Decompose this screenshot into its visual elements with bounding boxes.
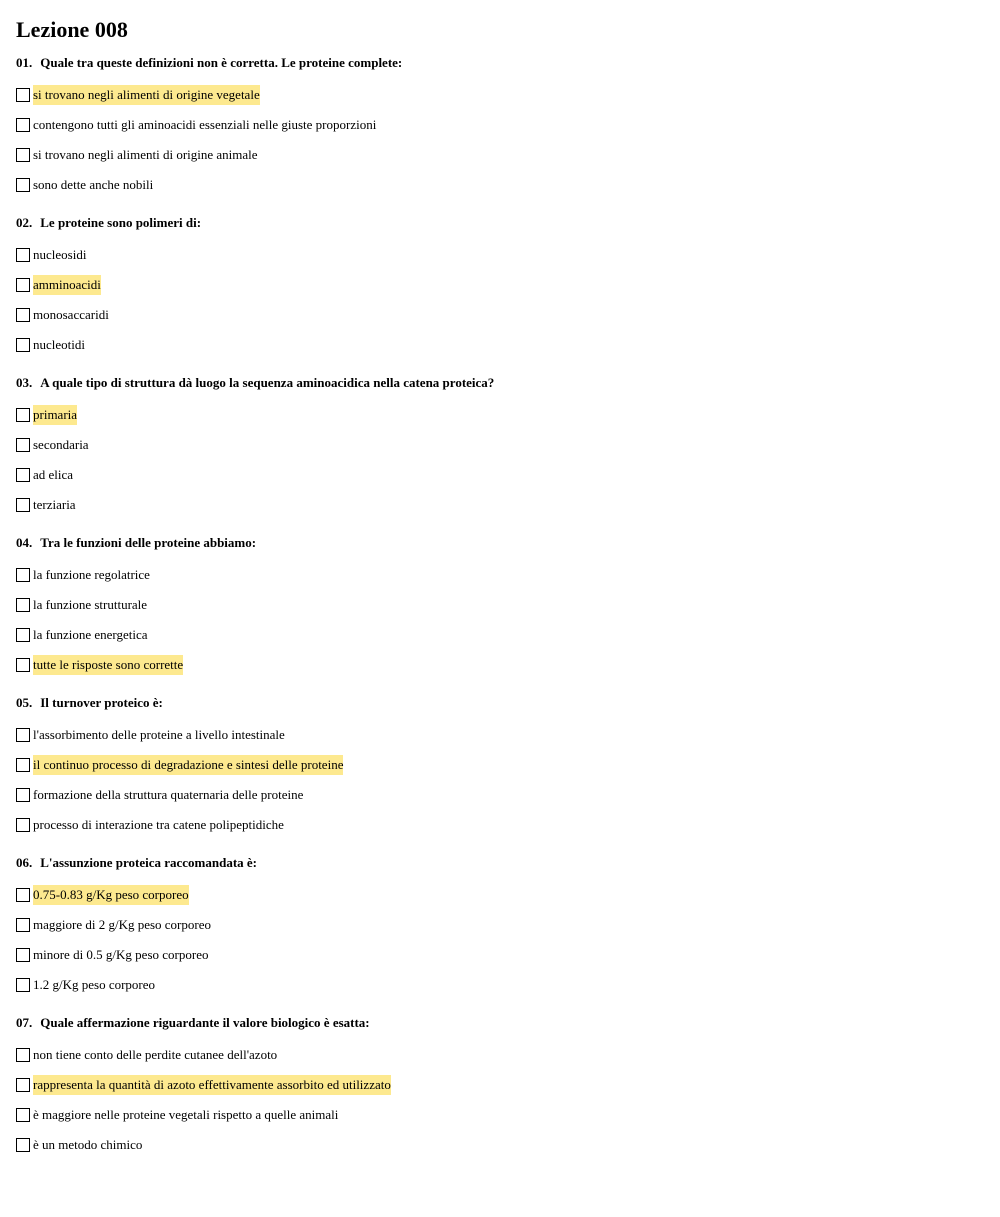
question-text: Le proteine sono polimeri di: (40, 215, 202, 230)
answer-text-highlighted: 0.75-0.83 g/Kg peso corporeo (33, 885, 189, 905)
question-header (16, 374, 984, 392)
answer-option (16, 80, 984, 110)
question-header (16, 534, 984, 552)
answer-text: nucleotidi (33, 337, 85, 352)
question-number: 06. (16, 855, 33, 870)
question-header (16, 1014, 984, 1032)
answer-checkbox[interactable] (16, 178, 30, 192)
answer-option (16, 1130, 984, 1160)
question-header (16, 694, 984, 712)
answer-text-highlighted: amminoacidi (33, 275, 101, 295)
answer-text-highlighted: il continuo processo di degradazione e sintesi delle proteine (33, 755, 343, 775)
answer-option (16, 940, 984, 970)
answer-text-highlighted: tutte le risposte sono corrette (33, 655, 183, 675)
question-number: 01. (16, 55, 33, 70)
answer-checkbox[interactable] (16, 948, 30, 962)
answer-checkbox[interactable] (16, 118, 30, 132)
question-block (16, 854, 984, 1000)
answer-checkbox[interactable] (16, 148, 30, 162)
answer-option (16, 1100, 984, 1130)
answer-text: contengono tutti gli aminoacidi essenziali nelle giuste proporzioni (33, 117, 377, 132)
answer-checkbox[interactable] (16, 788, 30, 802)
question-number: 04. (16, 535, 33, 550)
answer-option (16, 810, 984, 840)
answer-text: sono dette anche nobili (33, 177, 154, 192)
answer-option (16, 460, 984, 490)
question-number: 02. (16, 215, 33, 230)
answer-option (16, 970, 984, 1000)
answer-text: monosaccaridi (33, 307, 109, 322)
question-number: 07. (16, 1015, 33, 1030)
answer-checkbox[interactable] (16, 1048, 30, 1062)
answer-text-highlighted: rappresenta la quantità di azoto effettivamente assorbito ed utilizzato (33, 1075, 391, 1095)
answer-text: la funzione energetica (33, 627, 148, 642)
answer-checkbox[interactable] (16, 248, 30, 262)
question-block (16, 54, 984, 200)
answer-option (16, 910, 984, 940)
answer-text: è un metodo chimico (33, 1137, 143, 1152)
question-text: Il turnover proteico è: (40, 695, 163, 710)
answer-text: processo di interazione tra catene polipeptidiche (33, 817, 284, 832)
answer-option (16, 1040, 984, 1070)
answer-checkbox[interactable] (16, 818, 30, 832)
answer-text: è maggiore nelle proteine vegetali rispetto a quelle animali (33, 1107, 339, 1122)
answer-checkbox[interactable] (16, 568, 30, 582)
question-block (16, 374, 984, 520)
answer-option (16, 560, 984, 590)
answer-option (16, 330, 984, 360)
answer-option (16, 170, 984, 200)
answer-checkbox[interactable] (16, 88, 30, 102)
answer-text: la funzione regolatrice (33, 567, 150, 582)
quiz-page (16, 16, 984, 1160)
answer-option (16, 300, 984, 330)
answer-option (16, 620, 984, 650)
answer-checkbox[interactable] (16, 658, 30, 672)
question-number: 03. (16, 375, 33, 390)
answer-text: terziaria (33, 497, 76, 512)
answer-text: si trovano negli alimenti di origine animale (33, 147, 258, 162)
question-block (16, 534, 984, 680)
question-list (16, 54, 984, 1160)
answer-option (16, 270, 984, 300)
answer-checkbox[interactable] (16, 468, 30, 482)
answer-checkbox[interactable] (16, 1078, 30, 1092)
answer-option (16, 110, 984, 140)
answer-text: l'assorbimento delle proteine a livello intestinale (33, 727, 285, 742)
question-block (16, 214, 984, 360)
answer-checkbox[interactable] (16, 1138, 30, 1152)
answer-text-highlighted: si trovano negli alimenti di origine vegetale (33, 85, 260, 105)
page-title: Lezione 008 (16, 17, 128, 42)
answer-checkbox[interactable] (16, 438, 30, 452)
question-text: Quale tra queste definizioni non è corretta. Le proteine complete: (40, 55, 403, 70)
answer-text: formazione della struttura quaternaria delle proteine (33, 787, 304, 802)
answer-option (16, 400, 984, 430)
answer-text: 1.2 g/Kg peso corporeo (33, 977, 156, 992)
question-block (16, 1014, 984, 1160)
answer-checkbox[interactable] (16, 1108, 30, 1122)
question-header (16, 54, 984, 72)
answer-text: minore di 0.5 g/Kg peso corporeo (33, 947, 209, 962)
question-number: 05. (16, 695, 33, 710)
answer-option (16, 1070, 984, 1100)
answer-checkbox[interactable] (16, 278, 30, 292)
answer-checkbox[interactable] (16, 498, 30, 512)
answer-checkbox[interactable] (16, 338, 30, 352)
answer-option (16, 720, 984, 750)
answer-option (16, 750, 984, 780)
answer-text: nucleosidi (33, 247, 87, 262)
question-text: L'assunzione proteica raccomandata è: (40, 855, 258, 870)
answer-text: maggiore di 2 g/Kg peso corporeo (33, 917, 211, 932)
answer-option (16, 240, 984, 270)
answer-option (16, 490, 984, 520)
answer-option (16, 780, 984, 810)
answer-checkbox[interactable] (16, 758, 30, 772)
answer-checkbox[interactable] (16, 408, 30, 422)
answer-checkbox[interactable] (16, 628, 30, 642)
answer-text: la funzione strutturale (33, 597, 148, 612)
question-header (16, 214, 984, 232)
answer-checkbox[interactable] (16, 728, 30, 742)
question-header (16, 854, 984, 872)
answer-text-highlighted: primaria (33, 405, 77, 425)
answer-option (16, 430, 984, 460)
answer-option (16, 650, 984, 680)
answer-text: non tiene conto delle perdite cutanee dell'azoto (33, 1047, 278, 1062)
answer-checkbox[interactable] (16, 598, 30, 612)
answer-checkbox[interactable] (16, 918, 30, 932)
answer-checkbox[interactable] (16, 888, 30, 902)
answer-option (16, 880, 984, 910)
answer-text: secondaria (33, 437, 89, 452)
question-block (16, 694, 984, 840)
answer-option (16, 140, 984, 170)
answer-checkbox[interactable] (16, 308, 30, 322)
answer-option (16, 590, 984, 620)
question-text: A quale tipo di struttura dà luogo la sequenza aminoacidica nella catena proteica? (40, 375, 495, 390)
answer-text: ad elica (33, 467, 74, 482)
answer-checkbox[interactable] (16, 978, 30, 992)
question-text: Tra le funzioni delle proteine abbiamo: (40, 535, 257, 550)
question-text: Quale affermazione riguardante il valore biologico è esatta: (40, 1015, 370, 1030)
